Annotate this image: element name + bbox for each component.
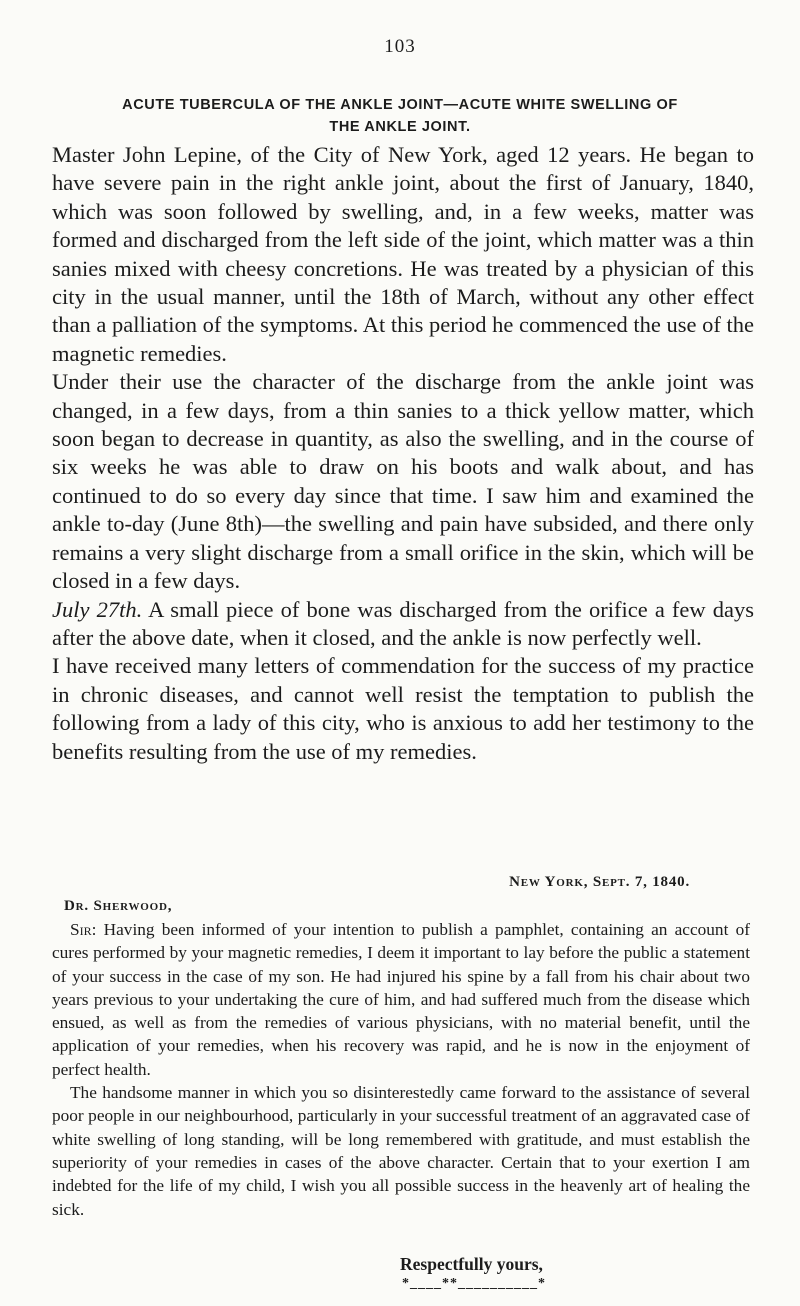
- case-report: [52, 141, 754, 766]
- paragraph-3: [52, 596, 754, 653]
- paragraph-1: Master John Lepine, of the City of New York, aged 12 years. He began to have severe pain in the right ankle joint, about the first of January, 1840, which was soon followed by swelling, and, in a few weeks, matter was formed and discharged from the left side of the joint, which matter was a thin sanies mixed with cheesy concretions. He was treated by a physician of this city in the usual manner, until the 18th of March, without any other effect than a palliation of the symptoms. At this period he commenced the use of the magnetic remedies.: [52, 142, 754, 366]
- paragraph-3-text: A small piece of bone was discharged from the orifice a few days after the above date, when it closed, and the ankle is now perfectly well.: [52, 596, 755, 650]
- section-heading: [50, 94, 750, 138]
- letter-salutation: Sir:: [70, 920, 97, 939]
- letter-addressee: Dr. Sherwood,: [64, 898, 173, 914]
- letter-dateline: New York, Sept. 7, 1840.: [509, 874, 690, 890]
- letter-signature: *____**__________*: [402, 1276, 546, 1291]
- paragraph-4: I have received many letters of commendation for the success of my practice in chronic diseases, and cannot well resist the temptation to publish the following from a lady of this city, who is anxious to add her testimony to the benefits resulting from the use of my remedies.: [52, 653, 754, 764]
- letter-paragraph-1: [52, 918, 750, 1081]
- heading-line-1: ACUTE TUBERCULA OF THE ANKLE JOINT—ACUTE WHITE SWELLING OF: [122, 97, 678, 113]
- letter-paragraph-2: The handsome manner in which you so disinterestedly came forward to the assistance of several poor people in our neighbourhood, particularly in your successful treatment of an aggravated case of white swelling of long standing, will be long remembered with gratitude, and must establish the superiority of your remedies in cases of the above character. Certain that to your exertion I am indebted for the life of my child, I wish you all possible success in the heavenly art of healing the sick.: [52, 1083, 750, 1219]
- letter-closing: Respectfully yours,: [400, 1254, 543, 1274]
- page-number: 103: [384, 36, 416, 57]
- heading-line-2: THE ANKLE JOINT.: [329, 119, 471, 135]
- paragraph-2: Under their use the character of the discharge from the ankle joint was changed, in a few days, from a thin sanies to a thick yellow matter, which soon began to decrease in quantity, as also the swelling, and in the course of six weeks he was able to draw on his boots and walk about, and has continued to do so every day since that time. I saw him and examined the ankle to-day (June 8th)—the swelling and pain have subsided, and there only remains a very slight discharge from a small orifice in the skin, which will be closed in a few days.: [52, 369, 754, 594]
- letter-paragraph-1-text: Having been informed of your intention to publish a pamphlet, containing an account of cures performed by your magnetic remedies, I deem it important to lay before the public a statement of your success in the case of my son. He had injured his spine by a fall from his chair about two years previous to your undertaking the cure of him, and had suffered much from the disease which ensued, as well as from the remedies of various physicians, with no material benefit, until the application of your remedies, when his recovery was rapid, and he is now in the enjoyment of perfect health.: [52, 920, 750, 1079]
- letter-body: [52, 918, 750, 1221]
- paragraph-3-date: July 27th.: [52, 596, 143, 622]
